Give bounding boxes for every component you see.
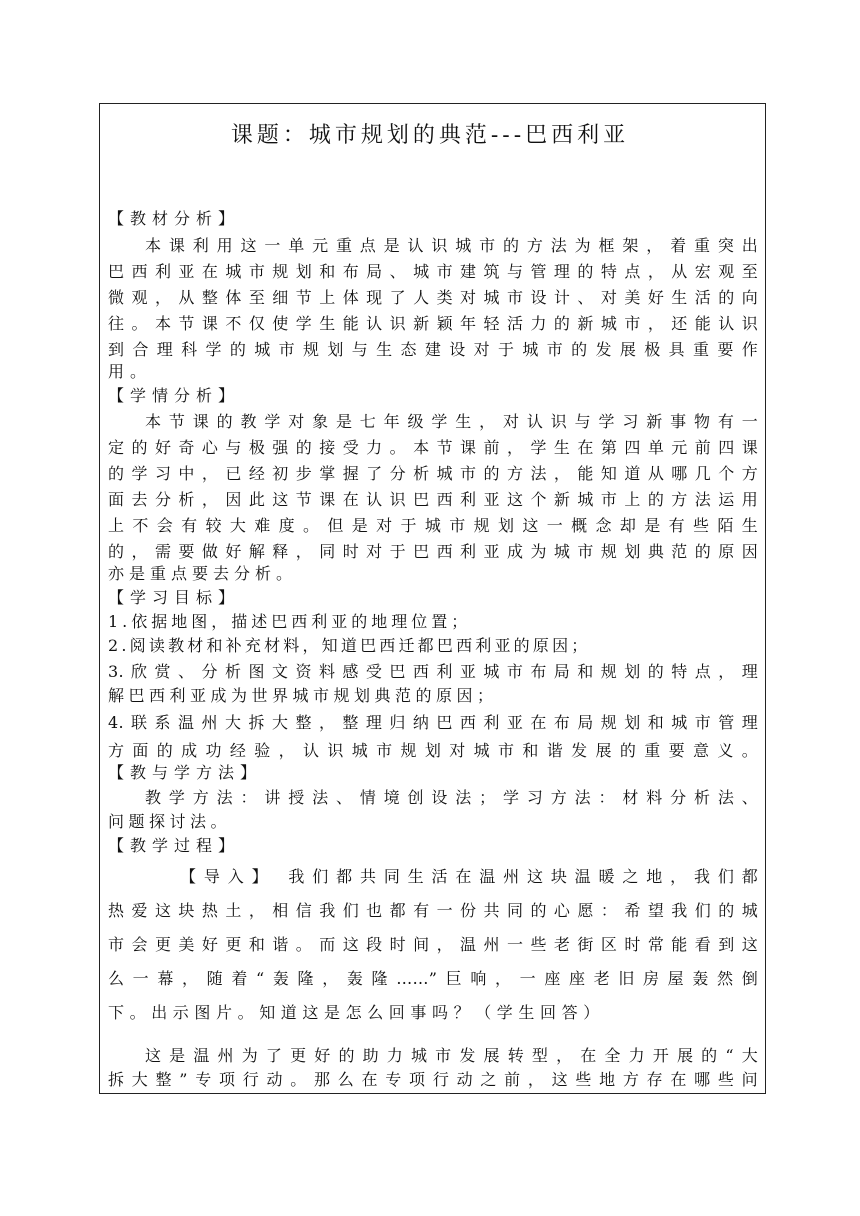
- paragraph-line: 到合理科学的城市规划与生态建设对于城市的发展极具重要作: [108, 340, 758, 359]
- goal-item: 3.欣赏、分析图文资料感受巴西利亚城市布局和规划的特点，理: [108, 662, 758, 681]
- paragraph-line: 拆大整”专项行动。那么在专项行动之前，这些地方存在哪些问: [108, 1070, 758, 1089]
- paragraph-line: 往。本节课不仅使学生能认识新颖年轻活力的新城市，还能认识: [108, 314, 758, 333]
- paragraph-line: 下。出示图片。知道这是怎么回事吗？（学生回答）: [108, 1003, 605, 1022]
- paragraph-line: 热爱这块热土，相信我们也都有一份共同的心愿：希望我们的城: [108, 901, 758, 920]
- paragraph-line: 定的好奇心与极强的接受力。本节课前，学生在第四单元前四课: [108, 438, 758, 457]
- paragraph-line: 本课利用这一单元重点是认识城市的方法为框架，着重突出: [145, 236, 758, 255]
- section-heading-goals: 【学习目标】: [108, 588, 241, 607]
- paragraph-line: 么一幕，随着“轰隆，轰隆……”巨响，一座座老旧房屋轰然倒: [108, 969, 758, 988]
- goal-item: 方面的成功经验，认识城市规划对城市和谐发展的重要意义。: [108, 741, 758, 760]
- paragraph-line: 教学方法：讲授法、情境创设法；学习方法：材料分析法、: [145, 788, 758, 807]
- paragraph-line: 用。: [108, 362, 153, 381]
- paragraph-line: 这是温州为了更好的助力城市发展转型，在全力开展的“大: [145, 1046, 758, 1065]
- section-heading-methods: 【教与学方法】: [108, 763, 263, 782]
- page-title: 课题：城市规划的典范---巴西利亚: [230, 123, 630, 148]
- goal-item: 1.依据地图，描述巴西利亚的地理位置；: [108, 612, 472, 631]
- paragraph-line: 巴西利亚在城市规划和布局、城市建筑与管理的特点，从宏观至: [108, 262, 758, 281]
- paragraph-line: 市会更美好更和谐。而这段时间，温州一些老街区时常能看到这: [108, 935, 758, 954]
- paragraph-line: 上不会有较大难度。但是对于城市规划这一概念却是有些陌生: [108, 516, 758, 535]
- goal-item: 解巴西利亚成为世界城市规划典范的原因；: [108, 686, 498, 705]
- paragraph-line: 微观，从整体至细节上体现了人类对城市设计、对美好生活的向: [108, 288, 758, 307]
- goal-item: 2.阅读教材和补充材料，知道巴西迁都巴西利亚的原因；: [108, 636, 591, 655]
- paragraph-line: 亦是重点要去分析。: [108, 564, 298, 583]
- paragraph-line: 的学习中，已经初步掌握了分析城市的方法，能知道从哪几个方: [108, 464, 758, 483]
- section-heading-students: 【学情分析】: [108, 386, 241, 405]
- paragraph-line: 【导入】 我们都共同生活在温州这块温暖之地，我们都: [180, 867, 758, 886]
- goal-item: 4.联系温州大拆大整，整理归纳巴西利亚在布局规划和城市管理: [108, 713, 758, 732]
- section-heading-process: 【教学过程】: [108, 836, 241, 855]
- paragraph-line: 的，需要做好解释，同时对于巴西利亚成为城市规划典范的原因: [108, 542, 758, 561]
- paragraph-line: 问题探讨法。: [108, 812, 232, 831]
- paragraph-line: 面去分析，因此这节课在认识巴西利亚这个新城市上的方法运用: [108, 490, 758, 509]
- paragraph-line: 本节课的教学对象是七年级学生，对认识与学习新事物有一: [145, 412, 758, 431]
- section-heading-textbook: 【教材分析】: [108, 209, 241, 228]
